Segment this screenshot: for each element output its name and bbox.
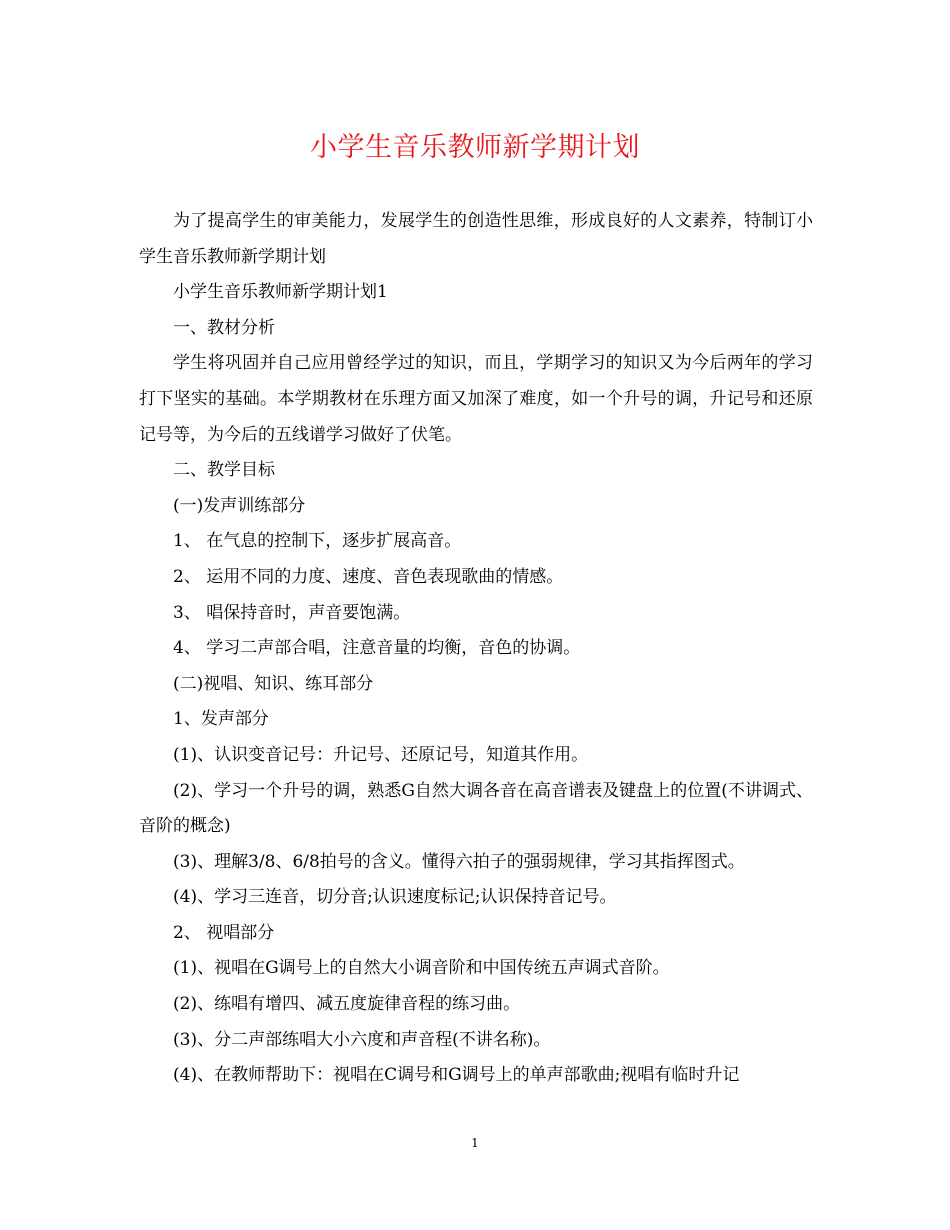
- list-item: (2)、练唱有增四、减五度旋律音程的练习曲。: [173, 994, 521, 1015]
- section-heading-materials: 一、教材分析: [173, 317, 275, 338]
- list-heading: 2、 视唱部分: [173, 922, 275, 943]
- document-title: 小学生音乐教师新学期计划: [310, 132, 640, 163]
- materials-paragraph: 学生将巩固并自己应用曾经学过的知识，而且，学期学习的知识又为今后两年的学习打下坚实的基础。本学期教材在乐理方面又加深了难度，如一个升号的调，升记号和还原记号等，为今后的五线谱学习做好了伏笔。: [139, 353, 813, 445]
- subsection-vocal-training: (一)发声训练部分: [173, 495, 306, 516]
- document-body: [139, 204, 813, 1094]
- list-item: 2、 运用不同的力度、速度、音色表现歌曲的情感。: [173, 566, 564, 587]
- list-item: 3、 唱保持音时，声音要饱满。: [173, 602, 411, 623]
- subsection-sight-singing: (二)视唱、知识、练耳部分: [173, 673, 374, 694]
- plan-subtitle: 小学生音乐教师新学期计划1: [173, 282, 388, 303]
- list-item: (1)、视唱在G调号上的自然大小调音阶和中国传统五声调式音阶。: [173, 958, 670, 979]
- list-item: 1、 在气息的控制下，逐步扩展高音。: [173, 531, 462, 552]
- section-heading-goals: 二、教学目标: [173, 460, 275, 481]
- list-item: (4)、学习三连音，切分音;认识速度标记;认识保持音记号。: [173, 887, 617, 908]
- list-item: (2)、学习一个升号的调，熟悉G自然大调各音在高音谱表及键盘上的位置(不讲调式、音阶的概念): [139, 780, 813, 837]
- intro-paragraph: 为了提高学生的审美能力，发展学生的创造性思维，形成良好的人文素养，特制订小学生音乐教师新学期计划: [139, 211, 813, 267]
- list-heading: 1、发声部分: [173, 709, 269, 730]
- page-number: 1: [471, 1136, 479, 1150]
- list-item: (3)、理解3/8、6/8拍号的含义。懂得六拍子的强弱规律，学习其指挥图式。: [173, 851, 745, 872]
- list-item: 4、 学习二声部合唱，注意音量的均衡，音色的协调。: [173, 638, 581, 659]
- list-item: (3)、分二声部练唱大小六度和声音程(不讲名称)。: [173, 1029, 551, 1050]
- list-item: (1)、认识变音记号：升记号、还原记号，知道其作用。: [173, 744, 589, 765]
- list-item: (4)、在教师帮助下：视唱在C调号和G调号上的单声部歌曲;视唱有临时升记: [173, 1065, 740, 1086]
